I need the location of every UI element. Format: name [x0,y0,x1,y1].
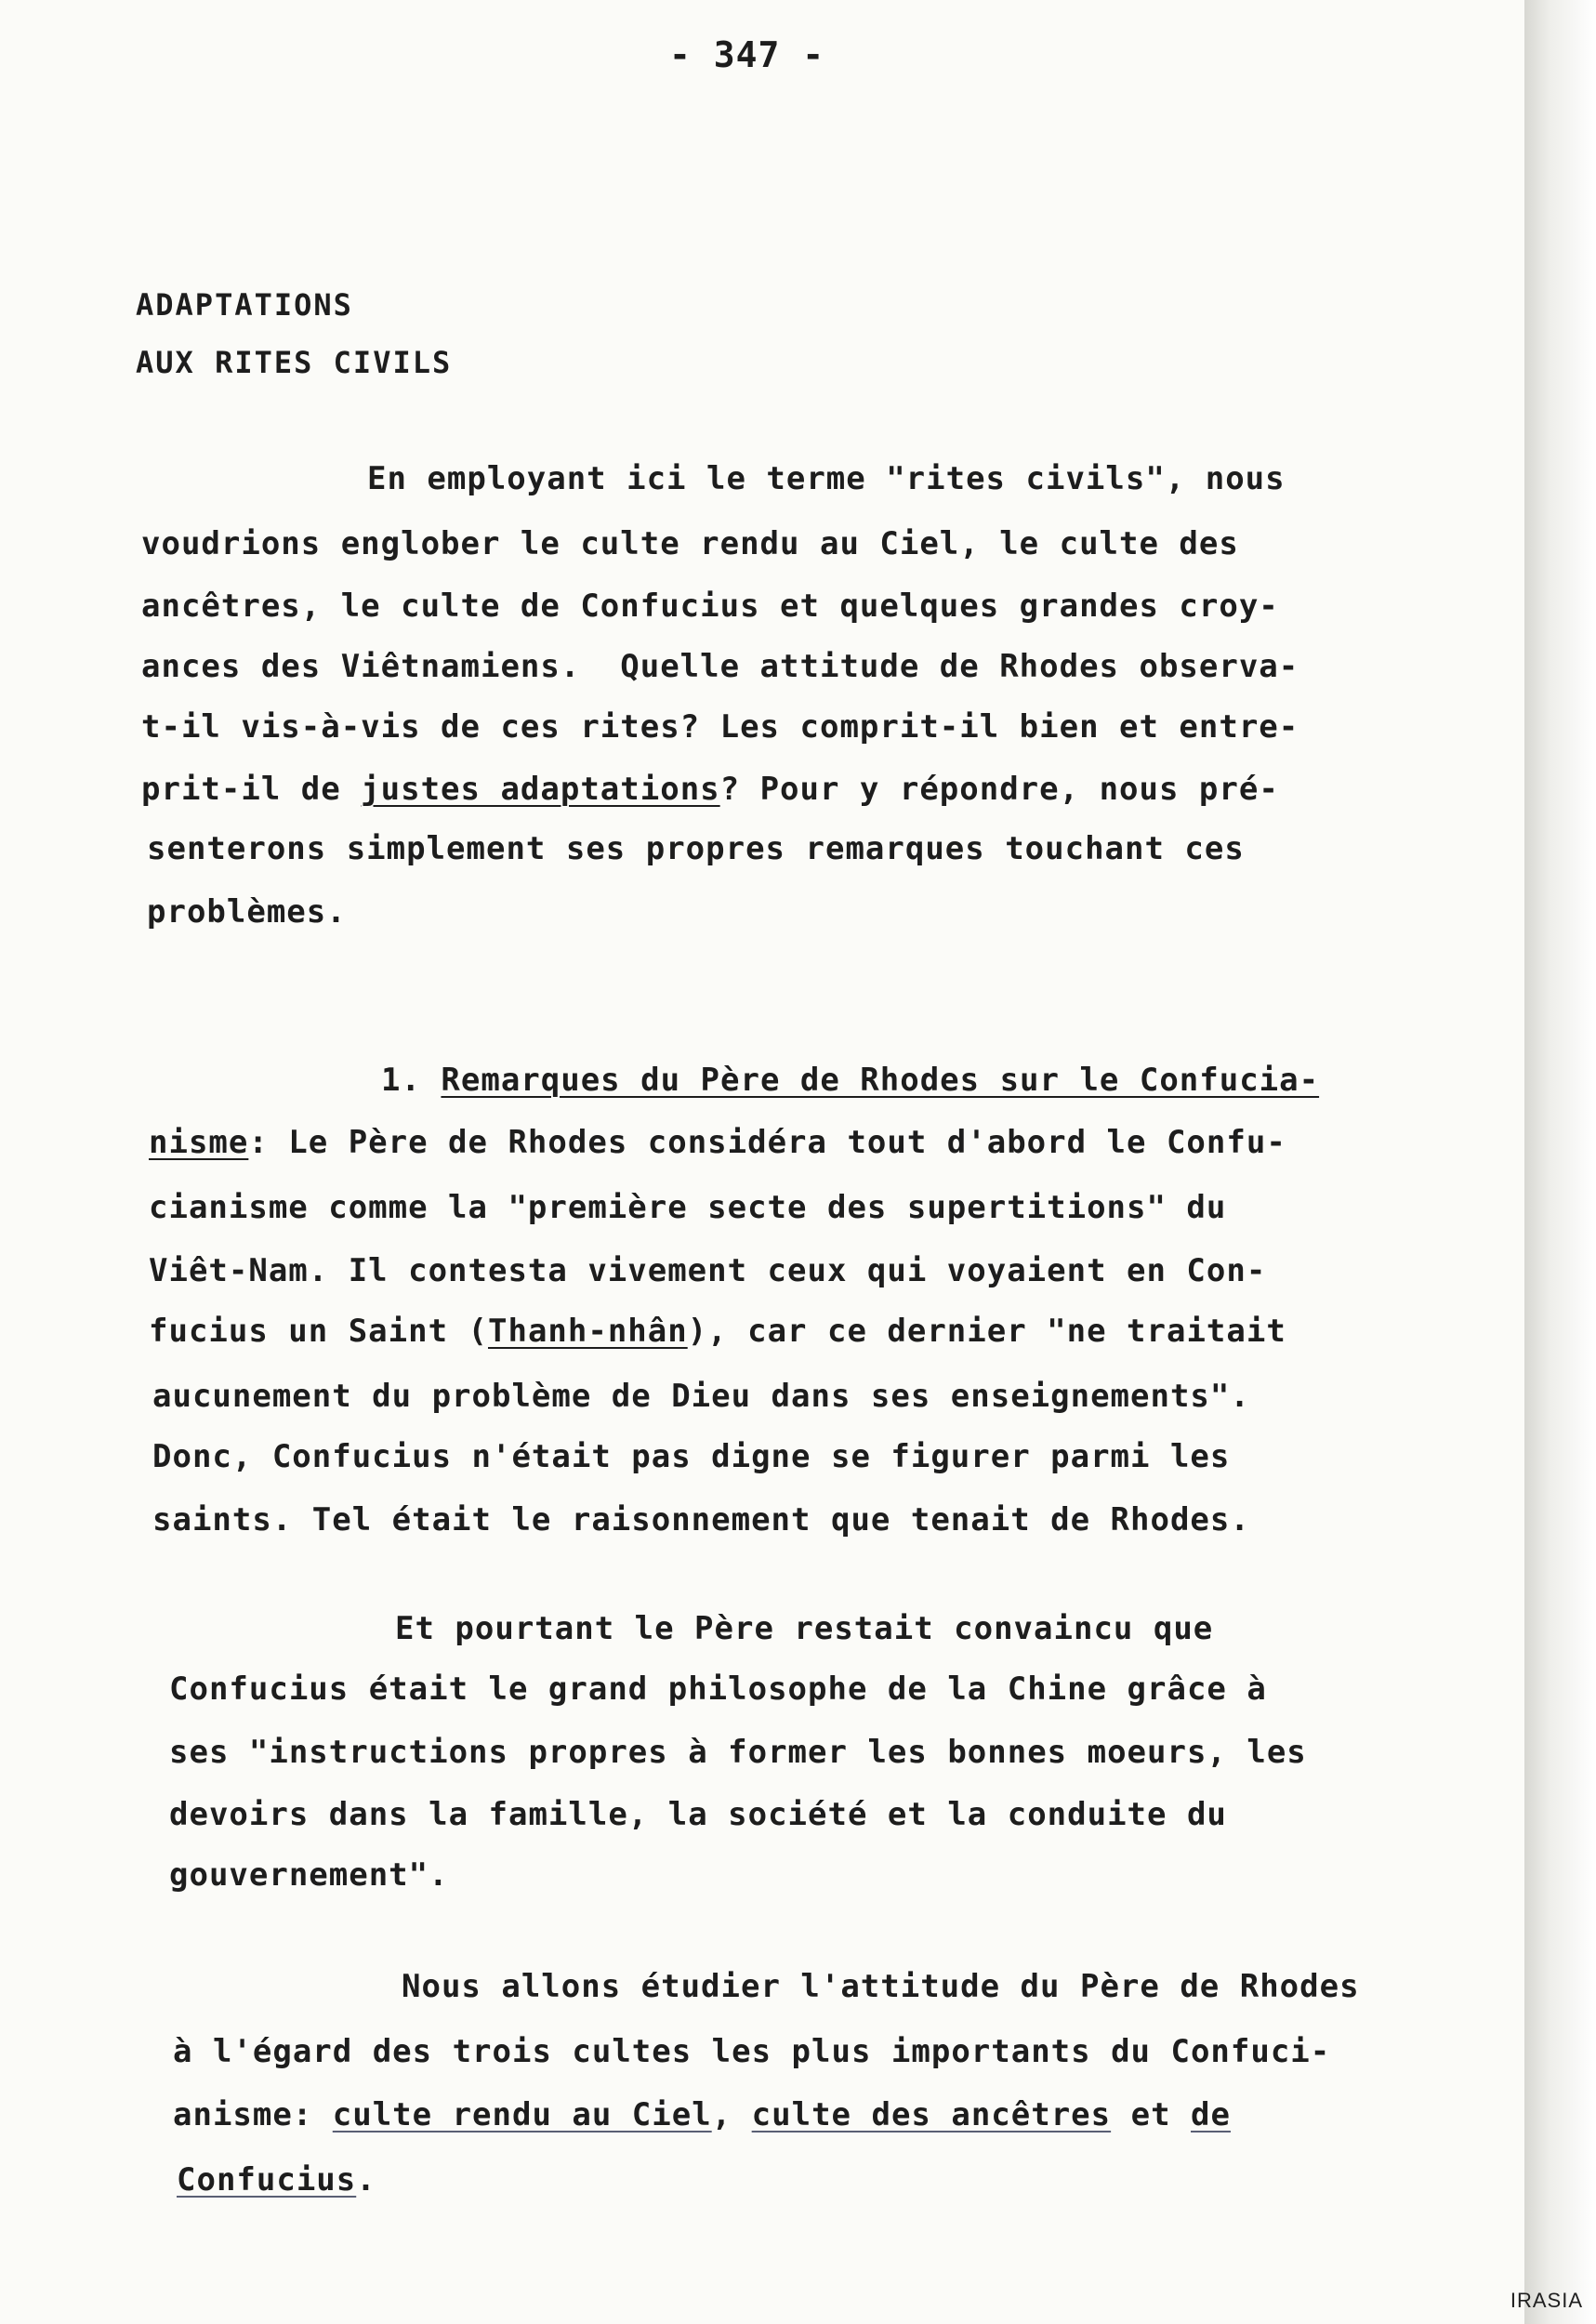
text-run: et [1111,2096,1192,2133]
underlined-phrase: Confucius [177,2161,357,2199]
text-line: En employant ici le terme "rites civils", nous [367,460,1286,497]
text-line: devoirs dans la famille, la société et la conduite du [169,1796,1227,1833]
text-line: aucunement du problème de Dieu dans ses enseignements". [152,1378,1250,1415]
text-line [149,1124,1286,1161]
page-number: - 347 - [669,34,825,75]
underlined-phrase: culte des ancêtres [751,2096,1112,2133]
text-line: ances des Viêtnamiens. Quelle attitude de Rhodes observa- [141,648,1299,685]
text-line: voudrions englober le culte rendu au Ciel, le culte des [141,525,1239,562]
underlined-term: Thanh-nhân [488,1313,688,1350]
text-line: ancêtres, le culte de Confucius et quelques grandes croy- [141,588,1279,625]
section-number: 1. [381,1062,442,1099]
text-run: , [711,2096,752,2133]
page-edge-shadow [1524,0,1596,2324]
underlined-phrase: de [1191,2096,1231,2133]
text-run: : Le Père de Rhodes considéra tout d'abord le Confu- [248,1124,1286,1161]
irasia-watermark: IRASIA [1510,2289,1583,2312]
section-title: Remarques du Père de Rhodes sur le Confucia- [441,1062,1320,1099]
text-line: cianisme comme la "première secte des supertitions" du [149,1189,1227,1226]
text-line: gouvernement". [169,1856,449,1894]
text-line: Et pourtant le Père restait convaincu que [395,1610,1214,1647]
section-title-continued: nisme [149,1124,249,1161]
text-line: Confucius était le grand philosophe de la Chine grâce à [169,1670,1267,1708]
text-line: problèmes. [147,893,347,931]
text-line: t-il vis-à-vis de ces rites? Les comprit-il bien et entre- [141,708,1299,746]
text-run: fucius un Saint ( [149,1313,488,1350]
text-line: Nous allons étudier l'attitude du Père de Rhodes [402,1968,1360,2005]
text-line [149,1313,1286,1350]
underlined-phrase: justes adaptations [361,771,720,808]
text-line: ses "instructions propres à former les bonnes moeurs, les [169,1734,1307,1771]
text-line: senterons simplement ses propres remarques touchant ces [147,830,1245,867]
text-line [141,771,1279,808]
text-run: prit-il de [141,771,362,808]
section-1-title-line [381,1062,1320,1099]
section-heading-line-1: ADAPTATIONS [136,287,353,323]
text-line: à l'égard des trois cultes les plus importants du Confuci- [173,2033,1331,2070]
text-run: ), car ce dernier "ne traitait [687,1313,1286,1350]
text-line [177,2161,376,2199]
text-line: saints. Tel était le raisonnement que tenait de Rhodes. [152,1501,1250,1538]
text-line [173,2096,1231,2133]
text-run: . [356,2161,376,2199]
text-run: ? Pour y répondre, nous pré- [719,771,1279,808]
text-line: Viêt-Nam. Il contesta vivement ceux qui voyaient en Con- [149,1252,1267,1289]
text-line: Donc, Confucius n'était pas digne se figurer parmi les [152,1438,1231,1475]
section-heading-line-2: AUX RITES CIVILS [136,345,453,380]
text-run: anisme: [173,2096,333,2133]
underlined-phrase: culte rendu au Ciel [332,2096,712,2133]
